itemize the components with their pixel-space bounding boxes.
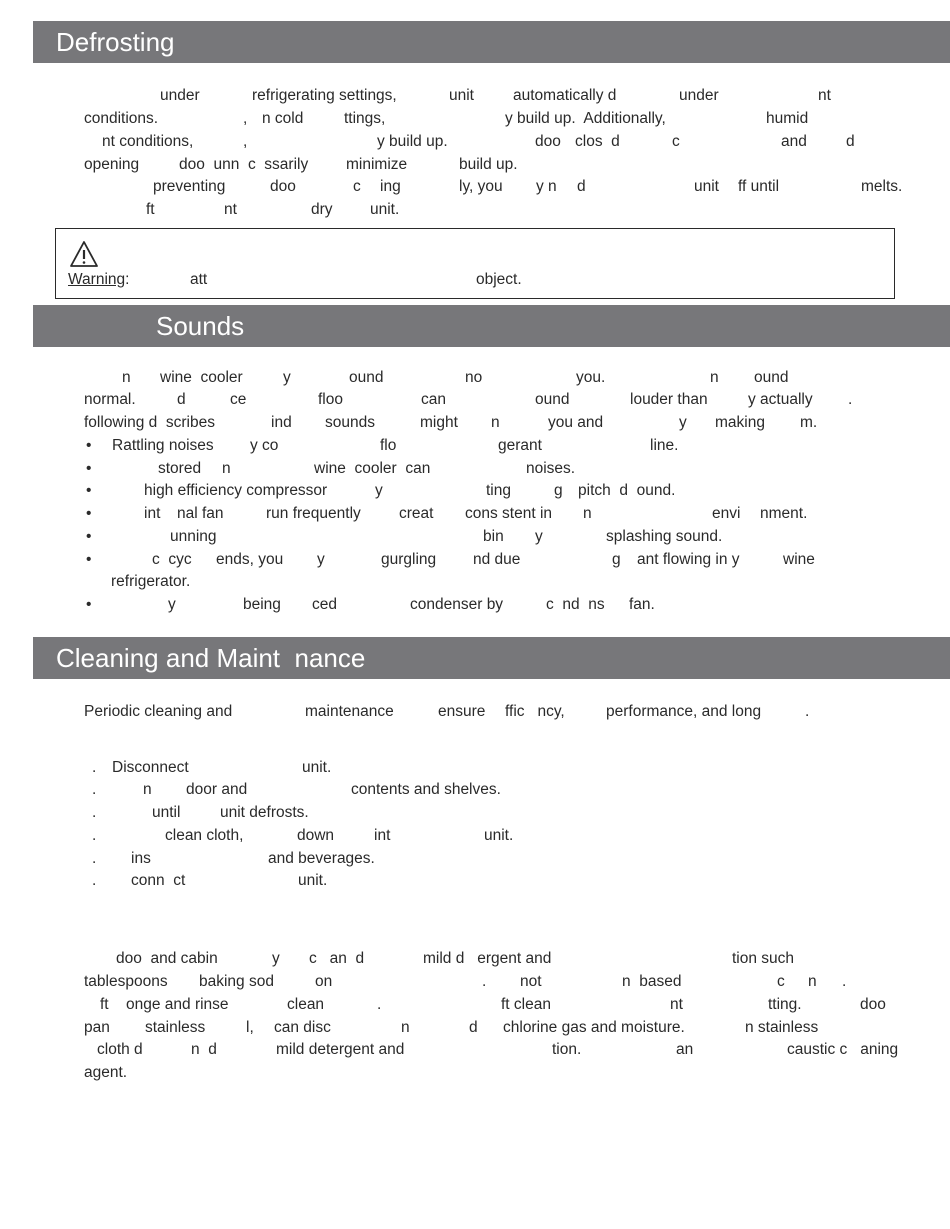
step-number: . <box>92 759 97 776</box>
text-segment: maintenance <box>305 703 394 720</box>
text-segment: splashing sound. <box>606 528 723 545</box>
text-segment: agent. <box>84 1064 128 1081</box>
text-segment: g <box>612 551 621 568</box>
text-segment: unit. <box>298 872 328 889</box>
step-number: . <box>92 850 97 867</box>
text-segment: tablespoons <box>84 973 168 990</box>
text-segment: ind <box>271 414 292 431</box>
text-segment: no <box>465 369 483 386</box>
warning-text-segment: object. <box>476 271 522 288</box>
section-title: Sounds <box>156 311 245 341</box>
text-segment: d <box>177 391 186 408</box>
text-segment: ttings, <box>344 110 386 127</box>
text-segment: tion such <box>732 950 795 967</box>
text-segment: y <box>535 528 543 545</box>
text-segment: nt <box>670 996 683 1013</box>
text-segment: , <box>243 110 248 127</box>
text-segment: . <box>377 996 382 1013</box>
text-segment: chlorine gas and moisture. <box>503 1019 685 1036</box>
text-segment: n <box>222 460 231 477</box>
text-segment: y build up. <box>377 133 448 150</box>
text-segment: nal fan <box>177 505 224 522</box>
text-segment: y <box>168 596 176 613</box>
text-segment: y actually <box>748 391 813 408</box>
text-segment: nment. <box>760 505 808 522</box>
text-segment: wine cooler can <box>314 460 431 477</box>
text-segment: normal. <box>84 391 136 408</box>
text-segment: unit <box>449 87 474 104</box>
text-segment: envi <box>712 505 741 522</box>
step-number: . <box>92 872 97 889</box>
text-segment: unning <box>170 528 217 545</box>
bullet-icon: • <box>86 460 92 477</box>
text-segment: under <box>679 87 719 104</box>
text-segment: unit defrosts. <box>220 804 309 821</box>
text-segment: unit <box>694 178 719 195</box>
section-header-defrosting <box>33 21 950 63</box>
text-segment: minimize <box>346 156 408 173</box>
text-segment: and <box>781 133 807 150</box>
text-segment: wine cooler <box>160 369 243 386</box>
text-segment: opening <box>84 156 140 173</box>
text-segment: ly, you <box>459 178 503 195</box>
text-segment: following d scribes <box>84 414 215 431</box>
text-segment: melts. <box>861 178 903 195</box>
text-segment: . <box>482 973 487 990</box>
text-segment: ensure <box>438 703 486 720</box>
warning-box <box>55 228 895 299</box>
text-segment: stainless <box>145 1019 206 1036</box>
text-segment: y <box>283 369 291 386</box>
text-segment: n <box>143 781 152 798</box>
text-segment: nd due <box>473 551 521 568</box>
text-segment: unit. <box>302 759 332 776</box>
text-segment: doo and cabin <box>116 950 218 967</box>
text-segment: Rattling noises <box>112 437 214 454</box>
text-segment: ing <box>380 178 401 195</box>
step-number: . <box>92 804 97 821</box>
text-segment: int <box>374 827 391 844</box>
text-segment: unit. <box>370 201 400 218</box>
text-segment: until <box>152 804 181 821</box>
text-segment: caustic c aning <box>787 1041 899 1058</box>
text-segment: doo <box>860 996 886 1013</box>
warning-triangle-icon <box>69 240 99 268</box>
text-segment: y build up. Additionally, <box>505 110 666 127</box>
text-segment: ound <box>754 369 789 386</box>
text-segment: n <box>491 414 500 431</box>
text-segment: you and <box>548 414 604 431</box>
bullet-icon: • <box>86 528 92 545</box>
text-segment: n <box>401 1019 410 1036</box>
text-segment: ant flowing in y <box>637 551 740 568</box>
step-number: . <box>92 781 97 798</box>
text-segment: cloth d <box>97 1041 143 1058</box>
text-segment: nt <box>224 201 237 218</box>
text-segment: mild detergent and <box>276 1041 405 1058</box>
text-segment: condenser by <box>410 596 504 613</box>
text-segment: can disc <box>274 1019 331 1036</box>
text-segment: performance, and long <box>606 703 762 720</box>
text-segment: c an d <box>309 950 365 967</box>
text-segment: noises. <box>526 460 576 477</box>
text-segment: floo <box>318 391 343 408</box>
text-segment: , <box>243 133 248 150</box>
text-segment: being <box>243 596 281 613</box>
text-segment: tting. <box>768 996 802 1013</box>
section-title: Defrosting <box>56 27 175 57</box>
text-segment: contents and shelves. <box>351 781 501 798</box>
text-segment: ffic ncy, <box>505 703 565 720</box>
warning-text-segment: att <box>190 271 208 288</box>
text-segment: you. <box>576 369 606 386</box>
section-title: Cleaning and Maint nance <box>56 643 366 673</box>
text-segment: y <box>272 950 280 967</box>
bullet-icon: • <box>86 482 92 499</box>
text-segment: c <box>777 973 785 990</box>
warning-label: Warning: <box>68 271 130 288</box>
step-number: . <box>92 827 97 844</box>
text-segment: creat <box>399 505 434 522</box>
text-segment: ft <box>146 201 155 218</box>
text-segment: mild d ergent and <box>423 950 552 967</box>
text-segment: humid <box>766 110 809 127</box>
text-segment: line. <box>650 437 679 454</box>
text-segment: ce <box>230 391 247 408</box>
text-segment: y co <box>250 437 279 454</box>
text-segment: sounds <box>325 414 375 431</box>
text-segment: ft clean <box>501 996 551 1013</box>
text-segment: int <box>144 505 161 522</box>
text-segment: n d <box>191 1041 217 1058</box>
text-segment: . <box>842 973 847 990</box>
text-segment: cons stent in <box>465 505 553 522</box>
text-segment: n <box>583 505 592 522</box>
text-segment: doo unn c ssarily <box>179 156 309 173</box>
text-segment: c <box>672 133 680 150</box>
text-segment: unit. <box>484 827 514 844</box>
text-segment: stored <box>158 460 202 477</box>
text-segment: ting <box>486 482 511 499</box>
text-segment: n <box>122 369 131 386</box>
text-segment: conn ct <box>131 872 186 889</box>
text-segment: y <box>679 414 687 431</box>
text-segment: refrigerating settings, <box>252 87 397 104</box>
text-segment: c cyc <box>152 551 192 568</box>
text-segment: high efficiency compressor <box>144 482 328 499</box>
text-segment: Periodic cleaning and <box>84 703 233 720</box>
text-segment: ced <box>312 596 337 613</box>
text-segment: pan <box>84 1019 110 1036</box>
text-segment: clos d <box>575 133 620 150</box>
text-segment: run frequently <box>266 505 361 522</box>
text-segment: clean <box>287 996 325 1013</box>
text-segment: bin <box>483 528 504 545</box>
text-segment: n based <box>622 973 682 990</box>
text-segment: pitch d ound. <box>578 482 676 499</box>
text-segment: c nd ns <box>546 596 605 613</box>
text-segment: build up. <box>459 156 518 173</box>
text-segment: gerant <box>498 437 542 454</box>
bullet-icon: • <box>86 551 92 568</box>
text-segment: . <box>848 391 853 408</box>
text-segment: nt <box>818 87 831 104</box>
text-segment: conditions. <box>84 110 159 127</box>
section-header-cleaning <box>33 637 950 679</box>
text-segment: clean cloth, <box>165 827 244 844</box>
text-segment: automatically d <box>513 87 617 104</box>
text-segment: might <box>420 414 458 431</box>
text-segment: can <box>421 391 446 408</box>
text-segment: . <box>805 703 810 720</box>
text-segment: m. <box>800 414 818 431</box>
text-segment: gurgling <box>381 551 437 568</box>
text-segment: making <box>715 414 765 431</box>
text-segment: down <box>297 827 335 844</box>
bullet-icon: • <box>86 505 92 522</box>
text-segment: dry <box>311 201 333 218</box>
text-segment: l, <box>246 1019 254 1036</box>
text-segment: n <box>710 369 719 386</box>
text-segment: d <box>469 1019 478 1036</box>
text-segment: Disconnect <box>112 759 189 776</box>
text-segment: c <box>353 178 361 195</box>
text-segment: n <box>808 973 817 990</box>
text-segment: ound <box>535 391 570 408</box>
text-segment: fan. <box>629 596 655 613</box>
text-segment: wine <box>783 551 815 568</box>
text-segment: doo <box>535 133 561 150</box>
text-segment: and beverages. <box>268 850 375 867</box>
text-segment: g <box>554 482 563 499</box>
text-segment: y <box>317 551 325 568</box>
text-segment: d <box>577 178 586 195</box>
text-segment: not <box>520 973 542 990</box>
text-segment: ff until <box>738 178 780 195</box>
text-segment: n stainless <box>745 1019 819 1036</box>
text-segment: ins <box>131 850 151 867</box>
section-header-sounds <box>33 305 950 347</box>
text-segment: ft <box>100 996 109 1013</box>
text-segment: refrigerator. <box>111 573 191 590</box>
text-segment: doo <box>270 178 296 195</box>
text-segment: preventing <box>153 178 226 195</box>
text-segment: y <box>375 482 383 499</box>
text-segment: tion. <box>552 1041 582 1058</box>
text-segment: door and <box>186 781 248 798</box>
text-segment: d <box>846 133 855 150</box>
text-segment: n cold <box>262 110 304 127</box>
text-segment: louder than <box>630 391 708 408</box>
bullet-icon: • <box>86 437 92 454</box>
text-segment: nt conditions, <box>102 133 194 150</box>
text-segment: flo <box>380 437 397 454</box>
text-segment: ends, you <box>216 551 284 568</box>
bullet-icon: • <box>86 596 92 613</box>
text-segment: y n <box>536 178 557 195</box>
text-segment: baking sod <box>199 973 274 990</box>
text-segment: ound <box>349 369 384 386</box>
text-segment: an <box>676 1041 694 1058</box>
text-segment: on <box>315 973 333 990</box>
text-segment: under <box>160 87 200 104</box>
text-segment: onge and rinse <box>126 996 229 1013</box>
